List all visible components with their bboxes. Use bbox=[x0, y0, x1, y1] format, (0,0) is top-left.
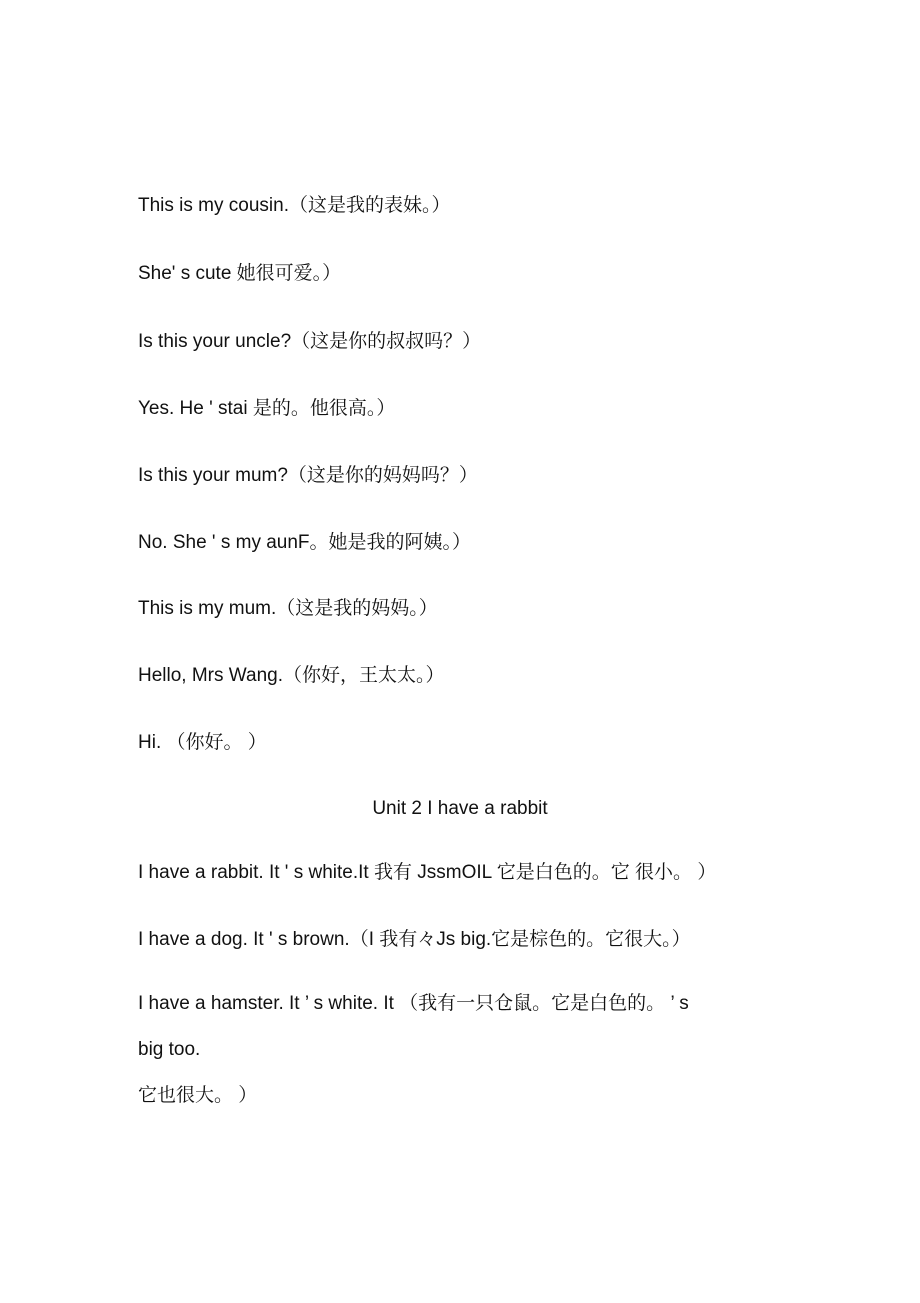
dialogue-line-cute: She' s cute 她很可爱。） bbox=[138, 263, 342, 284]
dialogue-line-uncle-answer: Yes. He ' stai 是的。他很高。） bbox=[138, 398, 396, 419]
dialogue-line-my-mum: This is my mum.（这是我的妈妈。） bbox=[138, 598, 438, 619]
unit-heading: Unit 2 I have a rabbit bbox=[372, 798, 548, 819]
unit-line-dog: I have a dog. It ' s brown.（I 我有々Js big.它是棕色的。它很大。） bbox=[138, 929, 691, 950]
unit-line-hamster: I have a hamster. It ’ s white. It （我有一只仓鼠。它是白色的。 ’ s bbox=[138, 993, 689, 1014]
dialogue-line-aunt-answer: No. She ' s my aunF。她是我的阿姨。） bbox=[138, 532, 472, 553]
unit-line-big-too: big too. bbox=[138, 1039, 201, 1060]
dialogue-line-cousin: This is my cousin.（这是我的表妹。） bbox=[138, 195, 451, 216]
dialogue-line-hi: Hi. （你好。 ） bbox=[138, 732, 267, 753]
dialogue-line-uncle-question: Is this your uncle?（这是你的叔叔吗？） bbox=[138, 331, 482, 352]
unit-line-rabbit: I have a rabbit. It ' s white.It 我有 JssmOIL 它是白色的。它 很小。 ） bbox=[138, 862, 717, 883]
dialogue-line-mum-question: Is this your mum?（这是你的妈妈吗？） bbox=[138, 465, 478, 486]
unit-line-big-too-cn: 它也很大。 ） bbox=[138, 1085, 258, 1106]
dialogue-line-hello: Hello, Mrs Wang.（你好，王太太。） bbox=[138, 665, 445, 686]
